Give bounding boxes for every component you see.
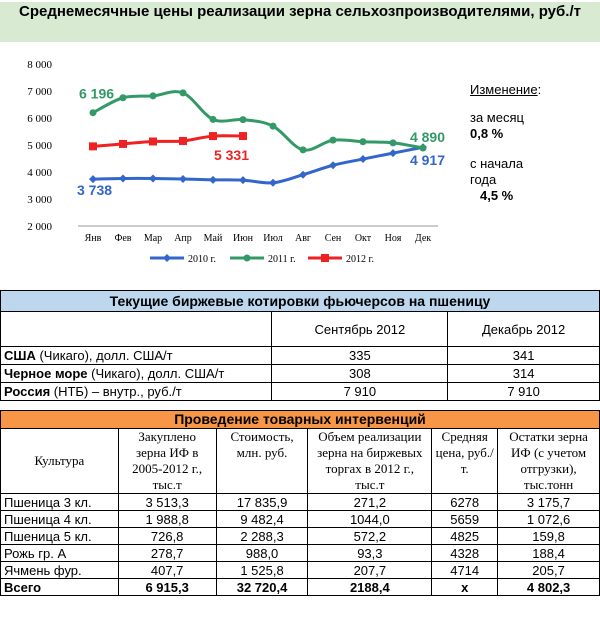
data-point [329, 161, 337, 169]
data-label: 3 738 [77, 182, 113, 199]
x-tick-label: Сен [324, 233, 342, 244]
y-tick-label: 4 000 [27, 167, 52, 179]
y-tick-label: 2 000 [27, 221, 52, 233]
data-point [179, 175, 187, 183]
legend-label: 2011 г. [268, 254, 296, 265]
futures-row: США (Чикаго), долл. США/т 335 341 [1, 347, 600, 365]
interventions-table [0, 410, 600, 596]
data-point [180, 89, 187, 96]
data-point [359, 155, 367, 163]
x-tick-label: Апр [174, 233, 192, 244]
change-year-value: 4,5 % [480, 188, 514, 203]
change-month-value: 0,8 % [470, 126, 504, 141]
table-row: Пшеница 5 кл. 726,8 2 288,3 572,2 4825 159,8 [1, 528, 600, 545]
futures-col-sep: Сентябрь 2012 [272, 312, 448, 347]
legend-marker [244, 255, 251, 262]
x-tick-label: Июн [232, 233, 254, 244]
data-point [420, 144, 427, 151]
data-point [209, 176, 217, 184]
data-point [119, 174, 127, 182]
table-row: Ячмень фур. 407,7 1 525,8 207,7 4714 205,7 [1, 562, 600, 579]
data-point [300, 146, 307, 153]
series-line-2012 г. [93, 136, 243, 147]
table-row: Пшеница 4 кл. 1 988,8 9 482,4 1044,0 5659 1 072,6 [1, 511, 600, 528]
futures-table [0, 290, 600, 401]
page-title: Среднемесячные цены реализации зерна сельхозпроизводителями, руб./т [0, 2, 600, 42]
y-tick-label: 7 000 [27, 86, 52, 98]
x-tick-label: Май [203, 233, 223, 244]
data-label: 6 196 [79, 85, 115, 102]
data-point [299, 171, 307, 179]
interventions-title: Проведение товарных интервенций [1, 411, 600, 429]
table-row: Пшеница 3 кл. 3 513,3 17 835,9 271,2 6278 3 175,7 [1, 494, 600, 511]
data-point [119, 140, 127, 148]
change-year-label: с начала [470, 156, 524, 171]
x-tick-label: Июл [263, 233, 283, 244]
table-row: Рожь гр. А 278,7 988,0 93,3 4328 188,4 [1, 545, 600, 562]
change-year-label-2: года [470, 172, 497, 187]
data-point [390, 139, 397, 146]
change-month-label: за месяц [470, 110, 524, 125]
legend-marker [321, 254, 329, 262]
data-point [120, 94, 127, 101]
futures-row: Россия (НТБ) – внутр., руб./т 7 910 7 910 [1, 383, 600, 401]
futures-col-dec: Декабрь 2012 [448, 312, 600, 347]
data-point [239, 132, 247, 140]
data-point [150, 92, 157, 99]
futures-title: Текущие биржевые котировки фьючерсов на пшеницу [1, 291, 600, 312]
x-tick-label: Ноя [384, 233, 402, 244]
change-heading: Изменение: [470, 82, 542, 97]
data-point [89, 142, 97, 150]
data-point [360, 138, 367, 145]
x-tick-label: Мар [143, 233, 163, 244]
data-point [149, 174, 157, 182]
data-label: 4 917 [409, 152, 445, 169]
data-point [210, 116, 217, 123]
interventions-header-row: Культура Закуплено зерна ИФ в 2005-2012 г., тыс.т Стоимость, млн. руб. Объем реализации зерна на биржевых торгах в 2012 г., тыс.т Средняя цена, руб./т. Остатки зерна ИФ (с учетом отгрузки), тыс.тонн [1, 429, 600, 494]
data-point [149, 137, 157, 145]
data-label: 4 890 [409, 128, 445, 145]
data-point [269, 179, 277, 187]
y-tick-label: 3 000 [27, 194, 52, 206]
data-point [270, 123, 277, 130]
x-tick-label: Янв [84, 233, 102, 244]
data-point [179, 137, 187, 145]
data-label: 5 331 [213, 147, 249, 164]
data-point [90, 109, 97, 116]
data-point [239, 176, 247, 184]
x-tick-label: Окт [354, 233, 372, 244]
legend-label: 2010 г. [188, 254, 216, 265]
y-tick-label: 6 000 [27, 113, 52, 125]
total-row: Всего 6 915,3 32 720,4 2188,4 х 4 802,3 [1, 579, 600, 596]
y-tick-label: 5 000 [27, 140, 52, 152]
futures-row: Черное море (Чикаго), долл. США/т 308 314 [1, 365, 600, 383]
data-point [209, 132, 217, 140]
x-tick-label: Фев [114, 233, 132, 244]
y-tick-label: 8 000 [27, 59, 52, 71]
x-tick-label: Авг [294, 233, 312, 244]
data-point [389, 149, 397, 157]
data-point [330, 137, 337, 144]
x-tick-label: Дек [414, 233, 432, 244]
data-point [240, 116, 247, 123]
legend-label: 2012 г. [346, 254, 374, 265]
series-line-2010 г. [93, 147, 423, 183]
legend-marker [163, 254, 171, 262]
